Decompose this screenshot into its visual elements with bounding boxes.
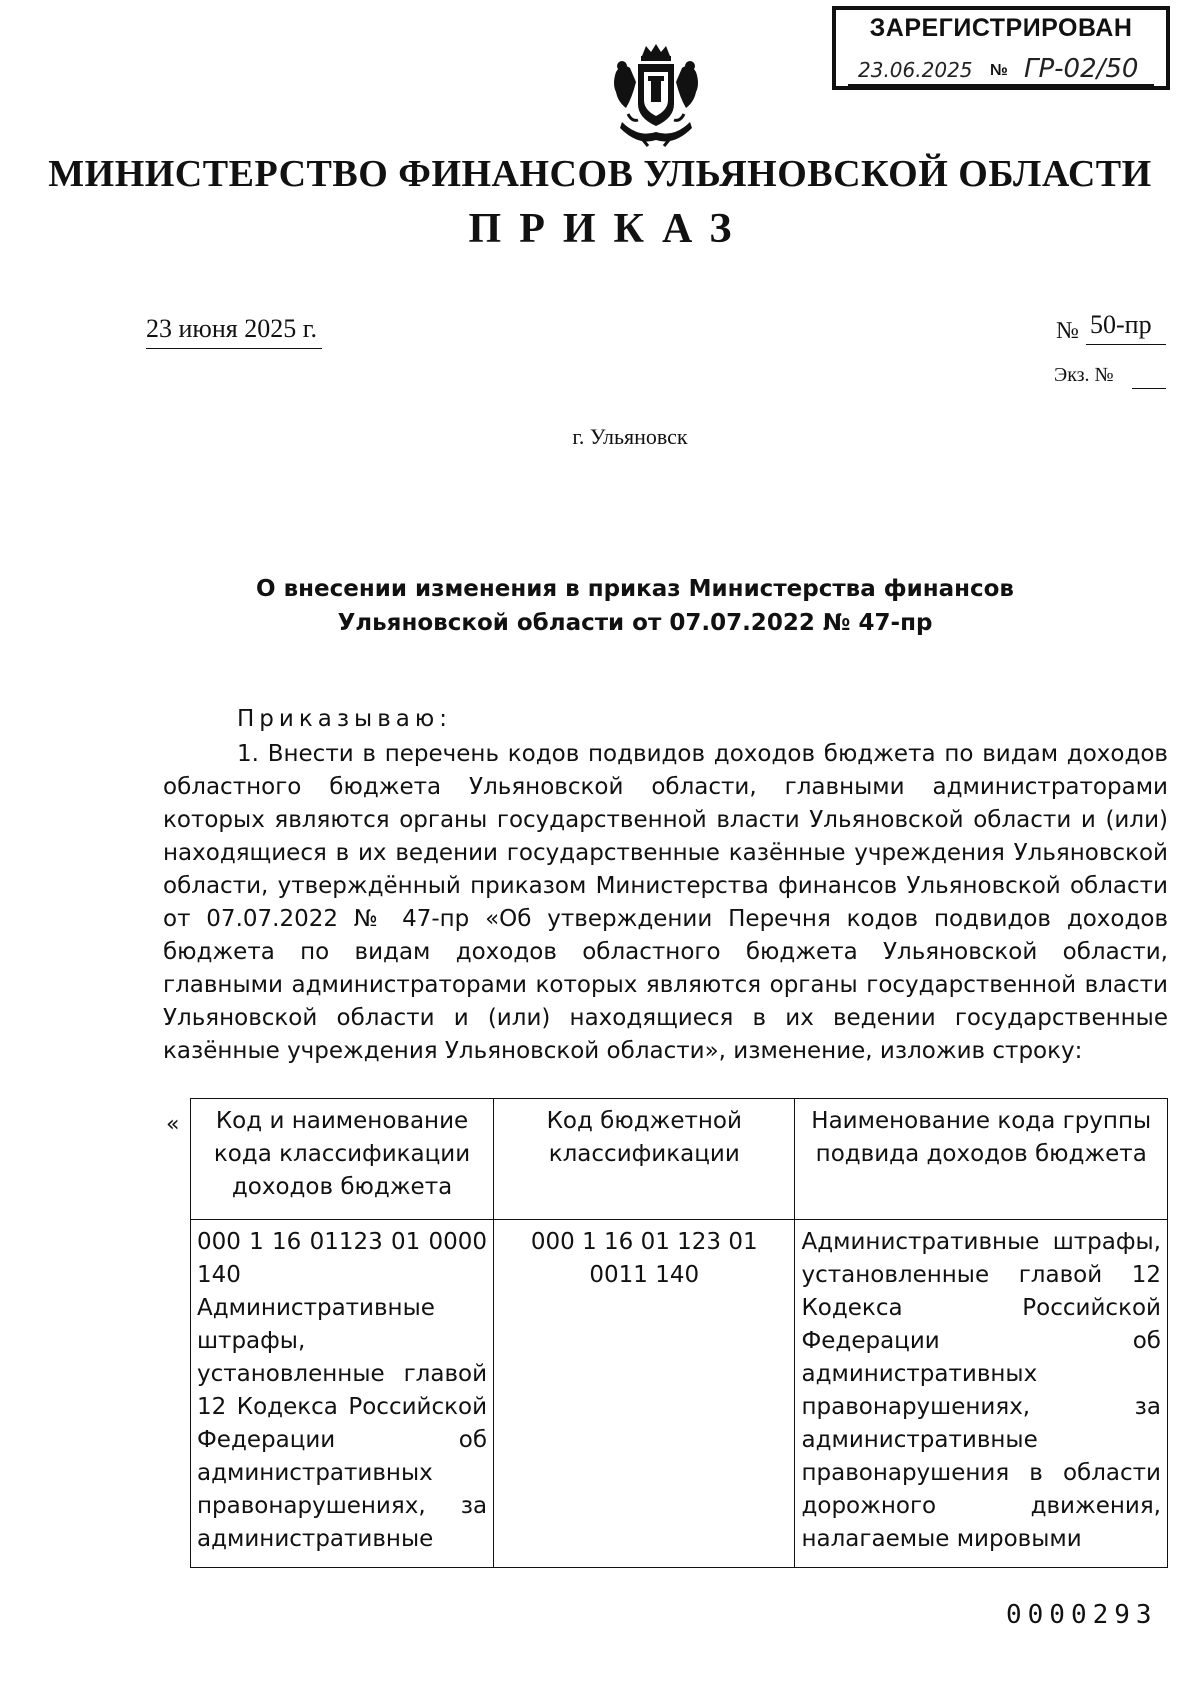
- stamp-title: ЗАРЕГИСТРИРОВАН: [869, 14, 1133, 42]
- budget-code: 000 1 16 01 123 01 0011 140: [530, 1229, 758, 1288]
- order-number: 50-пр: [1090, 310, 1152, 339]
- table-header-cell: Наименование кода группы подвида доходов бюджета: [795, 1099, 1168, 1220]
- table-cell-classification: [191, 1220, 494, 1568]
- coat-of-arms-icon: [608, 42, 704, 152]
- document-type: ПРИКАЗ: [468, 206, 750, 252]
- order-date-underline: [146, 348, 322, 349]
- table-open-quote: «: [166, 1112, 180, 1137]
- stamp-registration-line: [848, 54, 1154, 86]
- ministry-name: МИНИСТЕРСТВО ФИНАНСОВ УЛЬЯНОВСКОЙ ОБЛАСТИ: [48, 153, 1152, 195]
- group-name: Административные штрафы, установленные главой 12 Кодекса Российской Федерации об административных правонарушениях, за административные правонарушения в области дорожного движения, налагаемые мировыми: [801, 1229, 1161, 1552]
- paragraph-1: 1. Внести в перечень кодов подвидов доходов бюджета по видам доходов областного бюджета Ульяновской области, главными администраторами которых являются органы государственной власти Ульяновской области и (или) находящиеся в их ведении государственные казённые учреждения Ульяновской области, утверждённый приказом Министерства финансов Ульяновской области от 07.07.2022 № 47-пр «Об утверждении Перечня кодов подвидов доходов бюджета по видам доходов областного бюджета Ульяновской области, главными администраторами которых являются органы государственной власти Ульяновской области и (или) находящиеся в их ведении государственные казённые учреждения Ульяновской области», изменение, изложив строку:: [163, 741, 1168, 1064]
- copy-number-underline: [1132, 388, 1166, 389]
- stamp-number-label: №: [990, 62, 1008, 79]
- classification-code: 000 1 16 01123 01 0000 140: [197, 1229, 488, 1288]
- registration-stamp: [832, 6, 1170, 90]
- table-cell-group-name: [795, 1220, 1168, 1568]
- subject-line-2: Ульяновской области от 07.07.2022 № 47-пр: [337, 610, 933, 636]
- classification-name: Административные штрафы, установленные главой 12 Кодекса Российской Федерации об административных правонарушениях, за административные: [197, 1295, 488, 1552]
- budget-codes-table: [190, 1098, 1168, 1568]
- order-verb: Приказываю:: [237, 706, 452, 732]
- stamp-number: ГР-02/50: [1024, 54, 1139, 84]
- copy-number-label: Экз. №: [1054, 364, 1114, 386]
- table-cell-budget-code: [494, 1220, 795, 1568]
- order-number-label: №: [1056, 318, 1079, 344]
- subject-line-1: О внесении изменения в приказ Министерства финансов: [256, 576, 1014, 602]
- table-header-row: [191, 1099, 1168, 1220]
- stamp-date: 23.06.2025: [858, 58, 973, 82]
- order-number-underline: [1086, 344, 1166, 345]
- stamp-underline: [848, 84, 1154, 86]
- page-serial-number: 0000293: [1006, 1600, 1158, 1630]
- table-row: [191, 1220, 1168, 1568]
- city: г. Ульяновск: [572, 424, 688, 449]
- table-header-cell: Код бюджетной классификации: [494, 1099, 795, 1220]
- order-subject: [170, 572, 1100, 640]
- table-header-cell: Код и наименование кода классификации доходов бюджета: [191, 1099, 494, 1220]
- order-date: 23 июня 2025 г.: [146, 314, 317, 343]
